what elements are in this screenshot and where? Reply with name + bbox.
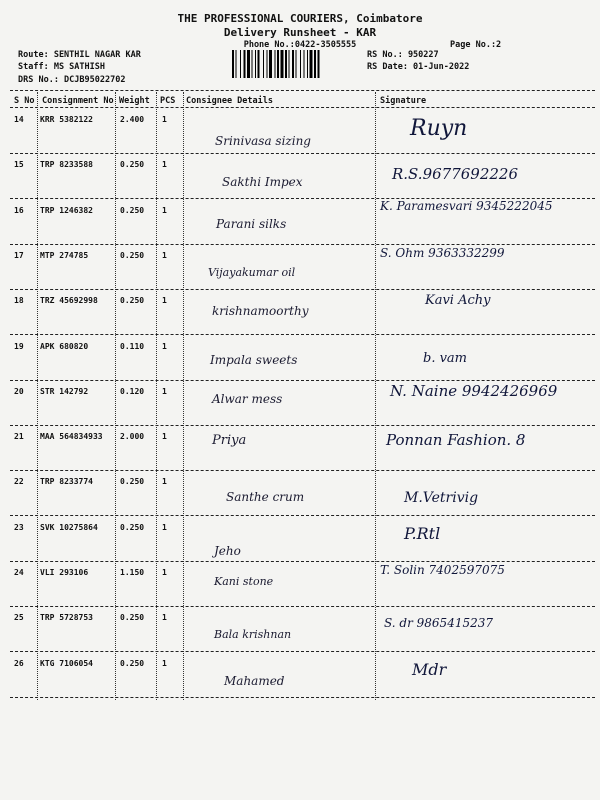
consignment-number: TRP 8233588 — [40, 160, 93, 170]
pieces: 1 — [162, 522, 167, 532]
serial-number: 16 — [14, 205, 24, 215]
pieces: 1 — [162, 386, 167, 396]
col-signature: Signature — [380, 96, 427, 106]
weight: 0.110 — [120, 341, 145, 351]
pieces: 1 — [162, 432, 167, 442]
table-row — [0, 380, 600, 425]
pieces: 1 — [162, 568, 167, 577]
col-pcs: PCS — [160, 96, 176, 106]
col-consignee: Consignee Details — [186, 96, 273, 106]
consignee-details: Bala krishnan — [214, 628, 292, 642]
serial-number: 17 — [14, 250, 24, 260]
consignee-details: Priya — [212, 433, 247, 449]
table-row — [0, 153, 600, 198]
weight: 0.250 — [120, 160, 145, 170]
consignment-number: TRZ 45692998 — [40, 296, 98, 306]
signature: Ponnan Fashion. 8 — [386, 431, 526, 450]
pieces: 1 — [162, 613, 167, 623]
serial-number: 25 — [14, 613, 24, 623]
signature: Ruyn — [410, 116, 468, 141]
weight: 0.250 — [120, 522, 145, 532]
serial-number: 23 — [14, 522, 24, 532]
consignment-number: TRP 8233774 — [40, 477, 93, 487]
consignee-details: Vijayakumar oil — [208, 265, 296, 279]
consignment-number: MTP 274785 — [40, 250, 89, 260]
consignee-details: Impala sweets — [210, 352, 298, 367]
rs-number: RS No.: 950227 — [367, 50, 439, 60]
pieces: 1 — [162, 477, 167, 487]
serial-number: 20 — [14, 386, 24, 396]
weight: 0.120 — [120, 386, 145, 396]
serial-number: 15 — [14, 160, 24, 170]
signature: K. Paramesvari 9345222045 — [380, 198, 553, 213]
table-row — [0, 335, 600, 380]
pieces: 1 — [162, 115, 167, 124]
consignee-details: Sakthi Impex — [222, 175, 303, 190]
consignment-number: MAA 564834933 — [40, 432, 103, 442]
consignee-details: Jeho — [214, 543, 241, 558]
consignment-number: VLI 293106 — [40, 568, 89, 577]
pieces: 1 — [162, 296, 167, 306]
signature: T. Solin 7402597075 — [380, 563, 505, 577]
serial-number: 22 — [14, 477, 24, 487]
signature: S. dr 9865415237 — [384, 616, 494, 631]
weight: 0.250 — [120, 296, 145, 306]
row-separator — [10, 697, 595, 698]
col-sno: S No — [14, 96, 35, 106]
table-row — [0, 606, 600, 651]
col-consignment: Consignment No — [42, 96, 114, 106]
weight: 0.250 — [120, 613, 145, 623]
weight: 2.000 — [120, 432, 145, 442]
consignee-details: Santhe crum — [226, 490, 305, 505]
table-row — [0, 425, 600, 470]
route: Route: SENTHIL NAGAR KAR — [18, 50, 141, 60]
weight: 0.250 — [120, 658, 145, 668]
phone-number: Phone No.:0422-3505555 — [243, 40, 357, 50]
serial-number: 26 — [14, 658, 24, 668]
consignment-number: KTG 7106054 — [40, 658, 93, 668]
consignee-details: krishnamoorthy — [212, 304, 309, 319]
serial-number: 21 — [14, 432, 24, 442]
col-weight: Weight — [119, 96, 150, 106]
serial-number: 18 — [14, 296, 24, 306]
weight: 0.250 — [120, 250, 145, 260]
consignment-number: KRR 5382122 — [40, 115, 93, 124]
signature: R.S.9677692226 — [392, 165, 519, 184]
drs-number: DRS No.: DCJB95022702 — [18, 75, 126, 85]
signature: Kavi Achy — [425, 293, 491, 309]
pieces: 1 — [162, 250, 167, 260]
consignment-number: TRP 1246382 — [40, 205, 93, 215]
signature: N. Naine 9942426969 — [390, 381, 558, 400]
consignee-details: Mahamed — [224, 673, 285, 688]
barcode — [232, 50, 362, 78]
table-row — [0, 108, 600, 153]
table-row — [0, 652, 600, 697]
serial-number: 24 — [14, 568, 24, 577]
table-row — [0, 470, 600, 515]
runsheet-title: Delivery Runsheet - KAR — [223, 26, 377, 39]
signature: S. Ohm 9363332299 — [380, 245, 505, 260]
header-rule-top — [10, 90, 595, 91]
weight: 2.400 — [120, 115, 145, 124]
consignment-number: APK 680820 — [40, 341, 89, 351]
consignment-number: STR 142792 — [40, 386, 89, 396]
signature: Mdr — [412, 659, 447, 679]
consignee-details: Srinivasa sizing — [215, 134, 311, 148]
consignment-number: SVK 10275864 — [40, 522, 98, 532]
signature: M.Vetrivig — [404, 490, 479, 507]
table-row — [0, 244, 600, 289]
consignee-details: Parani silks — [216, 216, 287, 231]
signature: b. vam — [423, 350, 468, 366]
pieces: 1 — [162, 341, 167, 351]
staff: Staff: MS SATHISH — [18, 62, 105, 72]
signature: P.Rtl — [404, 523, 441, 543]
serial-number: 14 — [14, 115, 24, 124]
pieces: 1 — [162, 658, 167, 668]
weight: 1.150 — [120, 568, 145, 577]
weight: 0.250 — [120, 205, 145, 215]
table-row — [0, 516, 600, 561]
consignee-details: Kani stone — [214, 575, 274, 588]
pieces: 1 — [162, 205, 167, 215]
consignee-details: Alwar mess — [212, 391, 283, 406]
rs-date: RS Date: 01-Jun-2022 — [367, 62, 470, 72]
serial-number: 19 — [14, 341, 24, 351]
table-row — [0, 289, 600, 334]
pieces: 1 — [162, 160, 167, 170]
table-row — [0, 561, 600, 606]
weight: 0.250 — [120, 477, 145, 487]
table-row — [0, 199, 600, 244]
consignment-number: TRP 5728753 — [40, 613, 93, 623]
page-number: Page No.:2 — [450, 40, 502, 50]
company-name: THE PROFESSIONAL COURIERS, Coimbatore — [177, 12, 423, 25]
